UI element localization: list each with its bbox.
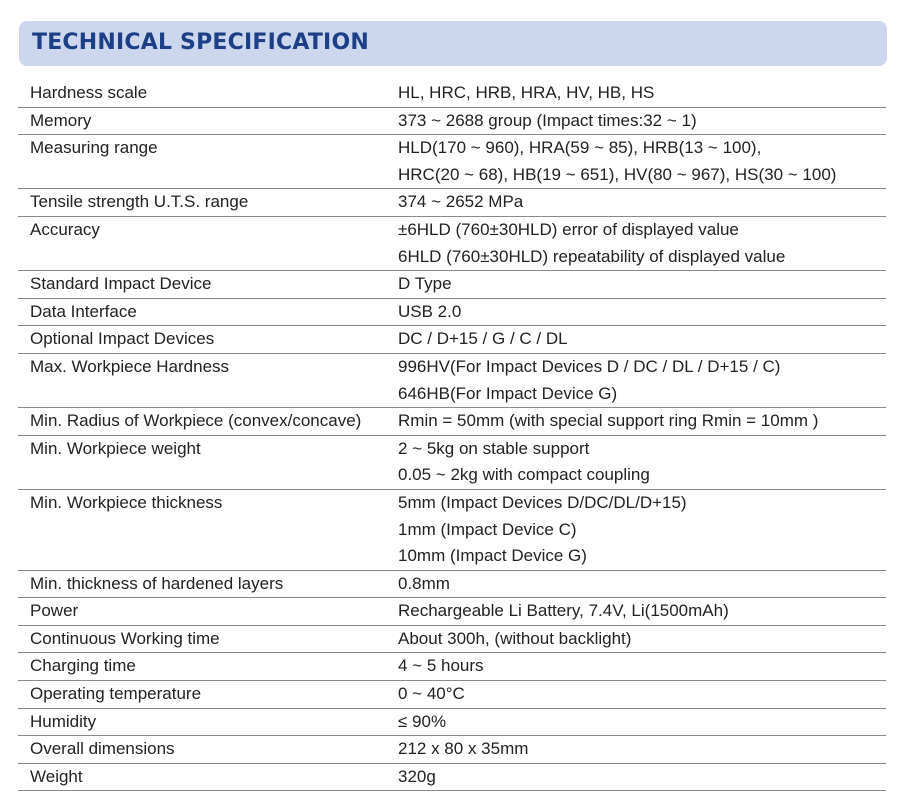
spec-value: ≤ 90% bbox=[398, 711, 447, 731]
spec-row bbox=[18, 189, 886, 217]
spec-value: 4 ~ 5 hours bbox=[398, 656, 484, 676]
spec-values bbox=[398, 135, 886, 188]
spec-row bbox=[18, 271, 886, 299]
spec-label: Hardness scale bbox=[30, 83, 148, 102]
spec-row bbox=[18, 681, 886, 709]
spec-label: Continuous Working time bbox=[30, 628, 220, 648]
spec-label: Min. Workpiece weight bbox=[30, 438, 201, 458]
spec-row bbox=[18, 653, 886, 681]
spec-row bbox=[18, 354, 886, 408]
spec-label: Overall dimensions bbox=[30, 739, 175, 759]
spec-label: Accuracy bbox=[30, 219, 100, 239]
spec-values bbox=[398, 108, 886, 135]
spec-values bbox=[398, 217, 886, 270]
spec-value: 0.8mm bbox=[398, 573, 450, 593]
spec-row bbox=[18, 709, 886, 737]
spec-row bbox=[18, 135, 886, 189]
spec-label: Memory bbox=[30, 110, 92, 130]
spec-values bbox=[398, 80, 886, 107]
spec-label: Max. Workpiece Hardness bbox=[30, 356, 230, 376]
spec-value: 373 ~ 2688 group (Impact times:32 ~ 1) bbox=[398, 110, 697, 130]
section-title: TECHNICAL SPECIFICATION bbox=[32, 30, 369, 55]
spec-value: HL, HRC, HRB, HRA, HV, HB, HS bbox=[398, 83, 655, 102]
section-header bbox=[19, 21, 887, 66]
spec-row bbox=[18, 299, 886, 327]
spec-row bbox=[18, 80, 886, 108]
spec-values bbox=[398, 436, 886, 489]
spec-table bbox=[18, 80, 886, 791]
spec-label: Min. Workpiece thickness bbox=[30, 492, 223, 512]
spec-label: Min. Radius of Workpiece (convex/concave) bbox=[30, 411, 362, 431]
spec-value: 374 ~ 2652 MPa bbox=[398, 192, 524, 212]
spec-value: 646HB(For Impact Device G) bbox=[398, 383, 618, 403]
spec-values bbox=[398, 326, 886, 353]
spec-row bbox=[18, 598, 886, 626]
spec-value: 5mm (Impact Devices D/DC/DL/D+15) bbox=[398, 492, 687, 512]
spec-label: Optional Impact Devices bbox=[30, 329, 215, 349]
spec-value: 10mm (Impact Device G) bbox=[398, 546, 587, 566]
spec-values bbox=[398, 490, 886, 570]
spec-row bbox=[18, 490, 886, 571]
spec-value: DC / D+15 / G / C / DL bbox=[398, 329, 568, 349]
spec-value: 0.05 ~ 2kg with compact coupling bbox=[398, 465, 650, 485]
spec-value: USB 2.0 bbox=[398, 301, 462, 321]
spec-label: Humidity bbox=[30, 711, 97, 731]
spec-values bbox=[398, 709, 886, 736]
spec-values bbox=[398, 571, 886, 598]
spec-value: Rechargeable Li Battery, 7.4V, Li(1500mAh) bbox=[398, 601, 729, 621]
spec-values bbox=[398, 681, 886, 708]
spec-label: Data Interface bbox=[30, 301, 137, 321]
spec-values bbox=[398, 271, 886, 298]
spec-row bbox=[18, 408, 886, 436]
spec-value: 320g bbox=[398, 766, 436, 786]
spec-values bbox=[398, 653, 886, 680]
spec-value: ±6HLD (760±30HLD) error of displayed value bbox=[398, 219, 739, 239]
spec-values bbox=[398, 598, 886, 625]
spec-values bbox=[398, 626, 886, 653]
spec-values bbox=[398, 189, 886, 216]
spec-value: 2 ~ 5kg on stable support bbox=[398, 438, 590, 458]
spec-values bbox=[398, 764, 886, 791]
spec-value: HRC(20 ~ 68), HB(19 ~ 651), HV(80 ~ 967), HS(30 ~ 100) bbox=[398, 164, 837, 184]
spec-value: 1mm (Impact Device C) bbox=[398, 519, 577, 539]
spec-label: Standard Impact Device bbox=[30, 274, 212, 294]
spec-values bbox=[398, 736, 886, 763]
spec-row bbox=[18, 626, 886, 654]
spec-row bbox=[18, 217, 886, 271]
spec-label: Weight bbox=[30, 766, 83, 786]
spec-value: HLD(170 ~ 960), HRA(59 ~ 85), HRB(13 ~ 100), bbox=[398, 138, 762, 158]
spec-value: Rmin = 50mm (with special support ring Rmin = 10mm ) bbox=[398, 411, 819, 431]
spec-value: 0 ~ 40°C bbox=[398, 684, 465, 704]
spec-row bbox=[18, 436, 886, 490]
spec-label: Tensile strength U.T.S. range bbox=[30, 192, 249, 212]
spec-label: Min. thickness of hardened layers bbox=[30, 573, 284, 593]
spec-value: 6HLD (760±30HLD) repeatability of displayed value bbox=[398, 246, 786, 266]
spec-label: Power bbox=[30, 601, 79, 621]
spec-value: 212 x 80 x 35mm bbox=[398, 739, 529, 759]
spec-row bbox=[18, 108, 886, 136]
spec-values bbox=[398, 354, 886, 407]
spec-value: About 300h, (without backlight) bbox=[398, 628, 632, 648]
spec-value: D Type bbox=[398, 274, 452, 294]
spec-label: Operating temperature bbox=[30, 684, 202, 704]
spec-value: 996HV(For Impact Devices D / DC / DL / D+15 / C) bbox=[398, 356, 781, 376]
spec-row bbox=[18, 764, 886, 792]
spec-label: Charging time bbox=[30, 656, 136, 676]
spec-row bbox=[18, 736, 886, 764]
spec-values bbox=[398, 299, 886, 326]
spec-row bbox=[18, 571, 886, 599]
spec-row bbox=[18, 326, 886, 354]
spec-label: Measuring range bbox=[30, 138, 158, 158]
spec-values bbox=[398, 408, 886, 435]
